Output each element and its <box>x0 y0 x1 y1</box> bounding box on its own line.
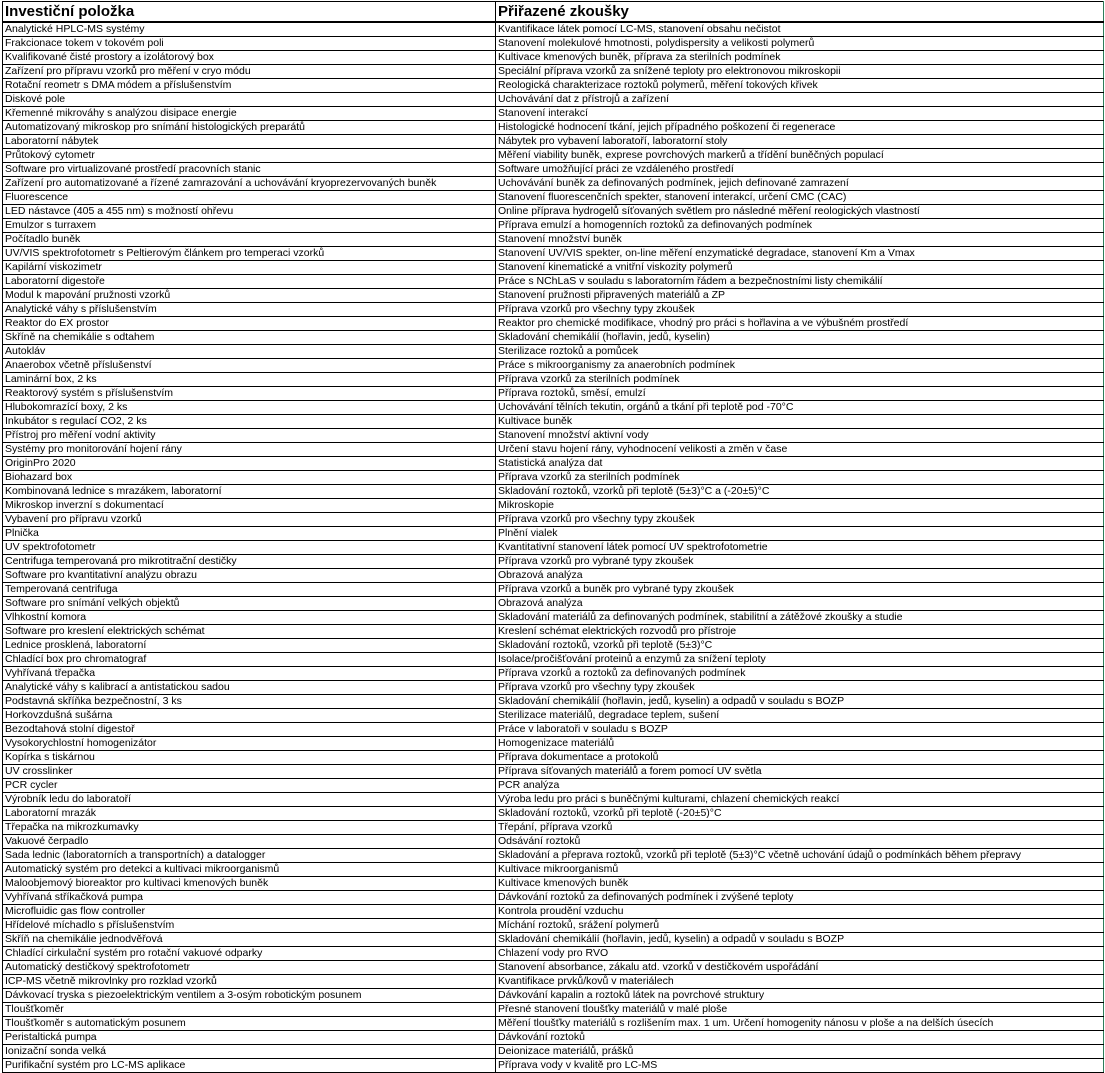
table-row <box>3 583 1104 597</box>
table-row <box>3 989 1104 1003</box>
cell-investment-item[interactable]: Hřídelové míchadlo s příslušenstvím <box>3 919 496 933</box>
cell-investment-item[interactable]: Sada lednic (laboratorních a transportních) a datalogger <box>3 849 496 863</box>
table-row <box>3 695 1104 709</box>
table-row <box>3 723 1104 737</box>
cell-assigned-tests[interactable]: Chlazení vody pro RVO <box>496 947 1104 961</box>
cell-investment-item[interactable]: Výrobník ledu do laboratoří <box>3 793 496 807</box>
table-row <box>3 22 1104 37</box>
cell-assigned-tests[interactable]: Stanovení množství aktivní vody <box>496 429 1104 443</box>
cell-assigned-tests[interactable]: Skladování chemikálií (hořlavin, jedů, kyselin) a odpadů v souladu s BOZP <box>496 933 1104 947</box>
cell-assigned-tests[interactable]: Měření tloušťky materiálů s rozlišením max. 1 um. Určení homogenity nánosu v ploše a na delších úsecích <box>496 1017 1104 1031</box>
cell-investment-item[interactable]: Systémy pro monitorování hojení rány <box>3 443 496 457</box>
cell-assigned-tests[interactable]: Sterilizace roztoků a pomůcek <box>496 345 1104 359</box>
cell-investment-item[interactable]: Autokláv <box>3 345 496 359</box>
table-row <box>3 1031 1104 1045</box>
table-row <box>3 681 1104 695</box>
table-row <box>3 93 1104 107</box>
table-row <box>3 541 1104 555</box>
cell-investment-item[interactable]: OriginPro 2020 <box>3 457 496 471</box>
cell-assigned-tests[interactable]: Příprava vzorků pro všechny typy zkoušek <box>496 513 1104 527</box>
cell-investment-item[interactable]: Vybavení pro přípravu vzorků <box>3 513 496 527</box>
cell-assigned-tests[interactable]: Příprava roztoků, směsí, emulzí <box>496 387 1104 401</box>
cell-assigned-tests[interactable]: Software umožňující práci ze vzdáleného prostředí <box>496 163 1104 177</box>
cell-investment-item[interactable]: ICP-MS včetně mikrovlnky pro rozklad vzorků <box>3 975 496 989</box>
cell-investment-item[interactable]: Počítadlo buněk <box>3 233 496 247</box>
table-row <box>3 527 1104 541</box>
table-row <box>3 429 1104 443</box>
cell-investment-item[interactable]: Anaerobox včetně příslušenství <box>3 359 496 373</box>
cell-assigned-tests[interactable]: Dávkování roztoků za definovaných podmínek i zvýšené teploty <box>496 891 1104 905</box>
table-row <box>3 933 1104 947</box>
cell-investment-item[interactable]: Automatický destičkový spektrofotometr <box>3 961 496 975</box>
cell-assigned-tests[interactable]: PCR analýza <box>496 779 1104 793</box>
table-row <box>3 289 1104 303</box>
cell-investment-item[interactable]: Bezodtahová stolní digestoř <box>3 723 496 737</box>
cell-assigned-tests[interactable]: Uchovávání buněk za definovaných podmínek, jejich definované zamrazení <box>496 177 1104 191</box>
cell-assigned-tests[interactable]: Příprava vzorků za sterilních podmínek <box>496 471 1104 485</box>
cell-investment-item[interactable]: UV spektrofotometr <box>3 541 496 555</box>
cell-assigned-tests[interactable]: Stanovení absorbance, zákalu atd. vzorků v destičkovém uspořádání <box>496 961 1104 975</box>
table-row <box>3 51 1104 65</box>
cell-investment-item[interactable]: Vakuové čerpadlo <box>3 835 496 849</box>
cell-investment-item[interactable]: Biohazard box <box>3 471 496 485</box>
cell-investment-item[interactable]: PCR cycler <box>3 779 496 793</box>
cell-investment-item[interactable]: Skříně na chemikálie s odtahem <box>3 331 496 345</box>
table-row <box>3 443 1104 457</box>
cell-assigned-tests[interactable]: Obrazová analýza <box>496 569 1104 583</box>
cell-assigned-tests[interactable]: Práce s NChLaS v souladu s laboratorním řádem a bezpečnostními listy chemikálií <box>496 275 1104 289</box>
table-row <box>3 919 1104 933</box>
cell-assigned-tests[interactable]: Skladování roztoků, vzorků při teplotě (5±3)°C a (-20±5)°C <box>496 485 1104 499</box>
cell-investment-item[interactable]: Laboratorní digestoře <box>3 275 496 289</box>
cell-investment-item[interactable]: Křemenné mikrováhy s analýzou disipace energie <box>3 107 496 121</box>
cell-investment-item[interactable]: Centrifuga temperovaná pro mikrotitrační destičky <box>3 555 496 569</box>
header-investment-item[interactable]: Investiční položka <box>3 2 496 23</box>
cell-investment-item[interactable]: Ionizační sonda velká <box>3 1045 496 1059</box>
equipment-table <box>2 1 1104 1073</box>
cell-investment-item[interactable]: Reaktorový systém s příslušenstvím <box>3 387 496 401</box>
table-row <box>3 359 1104 373</box>
cell-assigned-tests[interactable]: Kontrola proudění vzduchu <box>496 905 1104 919</box>
table-row <box>3 65 1104 79</box>
cell-assigned-tests[interactable]: Třepání, příprava vzorků <box>496 821 1104 835</box>
cell-investment-item[interactable]: Třepačka na mikrozkumavky <box>3 821 496 835</box>
table-row <box>3 247 1104 261</box>
table-row <box>3 1059 1104 1073</box>
table-row <box>3 373 1104 387</box>
cell-assigned-tests[interactable]: Příprava vzorků za sterilních podmínek <box>496 373 1104 387</box>
cell-investment-item[interactable]: Reaktor do EX prostor <box>3 317 496 331</box>
cell-investment-item[interactable]: Hlubokomrazící boxy, 2 ks <box>3 401 496 415</box>
cell-investment-item[interactable]: Kapilární viskozimetr <box>3 261 496 275</box>
header-assigned-tests[interactable]: Přiřazené zkoušky <box>496 2 1104 23</box>
table-row <box>3 891 1104 905</box>
table-row <box>3 765 1104 779</box>
cell-assigned-tests[interactable]: Speciální příprava vzorků za snížené teploty pro elektronovou mikroskopii <box>496 65 1104 79</box>
cell-investment-item[interactable]: Plnička <box>3 527 496 541</box>
table-row <box>3 751 1104 765</box>
table-row <box>3 835 1104 849</box>
cell-assigned-tests[interactable]: Deionizace materiálů, prášků <box>496 1045 1104 1059</box>
cell-investment-item[interactable]: Emulzor s turraxem <box>3 219 496 233</box>
cell-assigned-tests[interactable]: Reologická charakterizace roztoků polymerů, měření tokových křivek <box>496 79 1104 93</box>
cell-assigned-tests[interactable]: Kultivace kmenových buněk <box>496 877 1104 891</box>
table-row <box>3 401 1104 415</box>
cell-investment-item[interactable]: Maloobjemový bioreaktor pro kultivaci kmenových buněk <box>3 877 496 891</box>
cell-investment-item[interactable]: Přístroj pro měření vodní aktivity <box>3 429 496 443</box>
cell-assigned-tests[interactable]: Práce s mikroorganismy za anaerobních podmínek <box>496 359 1104 373</box>
cell-assigned-tests[interactable]: Nábytek pro vybavení laboratoří, laboratorní stoly <box>496 135 1104 149</box>
cell-assigned-tests[interactable]: Stanovení molekulové hmotnosti, polydispersity a velikosti polymerů <box>496 37 1104 51</box>
cell-investment-item[interactable]: Fluorescence <box>3 191 496 205</box>
cell-investment-item[interactable]: Rotační reometr s DMA módem a příslušenstvím <box>3 79 496 93</box>
cell-investment-item[interactable]: Vlhkostní komora <box>3 611 496 625</box>
table-row <box>3 485 1104 499</box>
cell-assigned-tests[interactable]: Uchovávání tělních tekutin, orgánů a tkání při teplotě pod -70°C <box>496 401 1104 415</box>
table-row <box>3 625 1104 639</box>
table-row <box>3 905 1104 919</box>
cell-assigned-tests[interactable]: Kvantifikace prvků/kovů v materiálech <box>496 975 1104 989</box>
cell-assigned-tests[interactable]: Příprava vody v kvalitě pro LC-MS <box>496 1059 1104 1073</box>
header-row <box>3 2 1104 23</box>
cell-investment-item[interactable]: Tloušťkoměr s automatickým posunem <box>3 1017 496 1031</box>
table-row <box>3 863 1104 877</box>
cell-assigned-tests[interactable]: Skladování roztoků, vzorků při teplotě (5±3)°C <box>496 639 1104 653</box>
cell-assigned-tests[interactable]: Odsávání roztoků <box>496 835 1104 849</box>
table-row <box>3 807 1104 821</box>
cell-assigned-tests[interactable]: Výroba ledu pro práci s buněčnými kulturami, chlazení chemických reakcí <box>496 793 1104 807</box>
cell-assigned-tests[interactable]: Histologické hodnocení tkání, jejich případného poškození či regenerace <box>496 121 1104 135</box>
cell-assigned-tests[interactable]: Online příprava hydrogelů síťovaných světlem pro následné měření reologických vlastností <box>496 205 1104 219</box>
cell-assigned-tests[interactable]: Stanovení interakcí <box>496 107 1104 121</box>
cell-assigned-tests[interactable]: Příprava síťovaných materiálů a forem pomocí UV světla <box>496 765 1104 779</box>
cell-investment-item[interactable]: Inkubátor s regulací CO2, 2 ks <box>3 415 496 429</box>
cell-assigned-tests[interactable]: Příprava vzorků pro všechny typy zkoušek <box>496 303 1104 317</box>
cell-assigned-tests[interactable]: Kultivace mikroorganismů <box>496 863 1104 877</box>
cell-assigned-tests[interactable]: Skladování chemikálií (hořlavin, jedů, kyselin) <box>496 331 1104 345</box>
cell-investment-item[interactable]: Chladící box pro chromatograf <box>3 653 496 667</box>
cell-investment-item[interactable]: Dávkovací tryska s piezoelektrickým ventilem a 3-osým robotickým posunem <box>3 989 496 1003</box>
cell-assigned-tests[interactable]: Kreslení schémat elektrických rozvodů pro přístroje <box>496 625 1104 639</box>
cell-assigned-tests[interactable]: Stanovení UV/VIS spekter, on-line měření enzymatické degradace, stanovení Km a Vmax <box>496 247 1104 261</box>
table-row <box>3 961 1104 975</box>
cell-investment-item[interactable]: Analytické HPLC-MS systémy <box>3 22 496 37</box>
table-row <box>3 261 1104 275</box>
table-row <box>3 821 1104 835</box>
cell-assigned-tests[interactable]: Mikroskopie <box>496 499 1104 513</box>
table-row <box>3 177 1104 191</box>
cell-assigned-tests[interactable]: Měření viability buněk, exprese povrchových markerů a třídění buněčných populací <box>496 149 1104 163</box>
cell-investment-item[interactable]: Vysokorychlostní homogenizátor <box>3 737 496 751</box>
table-row <box>3 975 1104 989</box>
table-row <box>3 219 1104 233</box>
table-row <box>3 611 1104 625</box>
cell-investment-item[interactable]: Frakcionace tokem v tokovém poli <box>3 37 496 51</box>
cell-investment-item[interactable]: Modul k mapování pružnosti vzorků <box>3 289 496 303</box>
cell-investment-item[interactable]: LED nástavce (405 a 455 nm) s možností ohřevu <box>3 205 496 219</box>
table-row <box>3 779 1104 793</box>
table-row <box>3 345 1104 359</box>
table-row <box>3 737 1104 751</box>
cell-investment-item[interactable]: Mikroskop inverzní s dokumentací <box>3 499 496 513</box>
cell-investment-item[interactable]: Průtokový cytometr <box>3 149 496 163</box>
cell-assigned-tests[interactable]: Homogenizace materiálů <box>496 737 1104 751</box>
cell-assigned-tests[interactable]: Obrazová analýza <box>496 597 1104 611</box>
table-row <box>3 191 1104 205</box>
cell-investment-item[interactable]: Zařízení pro přípravu vzorků pro měření v cryo módu <box>3 65 496 79</box>
table-row <box>3 849 1104 863</box>
cell-investment-item[interactable]: Podstavná skříňka bezpečnostní, 3 ks <box>3 695 496 709</box>
cell-assigned-tests[interactable]: Skladování chemikálií (hořlavin, jedů, kyselin) a odpadů v souladu s BOZP <box>496 695 1104 709</box>
cell-assigned-tests[interactable]: Isolace/pročišťování proteinů a enzymů za snížení teploty <box>496 653 1104 667</box>
table-row <box>3 597 1104 611</box>
cell-assigned-tests[interactable]: Stanovení množství buněk <box>496 233 1104 247</box>
table-row <box>3 709 1104 723</box>
table-row <box>3 555 1104 569</box>
cell-assigned-tests[interactable]: Uchovávání dat z přístrojů a zařízení <box>496 93 1104 107</box>
cell-investment-item[interactable]: Vyhřívaná třepačka <box>3 667 496 681</box>
table-row <box>3 793 1104 807</box>
cell-assigned-tests[interactable]: Příprava emulzí a homogenních roztoků za definovaných podmínek <box>496 219 1104 233</box>
cell-assigned-tests[interactable]: Skladování roztoků, vzorků při teplotě (-20±5)°C <box>496 807 1104 821</box>
cell-investment-item[interactable]: Laboratorní mrazák <box>3 807 496 821</box>
cell-investment-item[interactable]: Diskové pole <box>3 93 496 107</box>
cell-assigned-tests[interactable]: Příprava vzorků a buněk pro vybrané typy zkoušek <box>496 583 1104 597</box>
cell-assigned-tests[interactable]: Statistická analýza dat <box>496 457 1104 471</box>
cell-investment-item[interactable]: Analytické váhy s příslušenstvím <box>3 303 496 317</box>
cell-investment-item[interactable]: Temperovaná centrifuga <box>3 583 496 597</box>
cell-assigned-tests[interactable]: Kultivace buněk <box>496 415 1104 429</box>
cell-investment-item[interactable]: Software pro virtualizované prostředí pracovních stanic <box>3 163 496 177</box>
table-row <box>3 275 1104 289</box>
cell-investment-item[interactable]: Automatizovaný mikroskop pro snímání histologických preparátů <box>3 121 496 135</box>
table-row <box>3 513 1104 527</box>
cell-investment-item[interactable]: Peristaltická pumpa <box>3 1031 496 1045</box>
cell-investment-item[interactable]: Laminární box, 2 ks <box>3 373 496 387</box>
table-row <box>3 233 1104 247</box>
cell-assigned-tests[interactable]: Určení stavu hojení rány, vyhodnocení velikosti a změn v čase <box>496 443 1104 457</box>
cell-investment-item[interactable]: Kvalifikované čisté prostory a izolátorový box <box>3 51 496 65</box>
table-row <box>3 569 1104 583</box>
cell-assigned-tests[interactable]: Příprava vzorků pro vybrané typy zkoušek <box>496 555 1104 569</box>
cell-investment-item[interactable]: Software pro kreslení elektrických schémat <box>3 625 496 639</box>
table-row <box>3 303 1104 317</box>
table-row <box>3 947 1104 961</box>
cell-investment-item[interactable]: Kombinovaná lednice s mrazákem, laboratorní <box>3 485 496 499</box>
table-row <box>3 471 1104 485</box>
cell-investment-item[interactable]: Software pro kvantitativní analýzu obrazu <box>3 569 496 583</box>
cell-assigned-tests[interactable]: Příprava vzorků pro všechny typy zkoušek <box>496 681 1104 695</box>
table-row <box>3 135 1104 149</box>
table-row <box>3 387 1104 401</box>
cell-investment-item[interactable]: Vyhřívaná stříkačková pumpa <box>3 891 496 905</box>
cell-assigned-tests[interactable]: Dávkování kapalin a roztoků látek na povrchové struktury <box>496 989 1104 1003</box>
cell-investment-item[interactable]: UV crosslinker <box>3 765 496 779</box>
cell-assigned-tests[interactable]: Sterilizace materiálů, degradace teplem, sušení <box>496 709 1104 723</box>
table-row <box>3 667 1104 681</box>
cell-investment-item[interactable]: Automatický systém pro detekci a kultivaci mikroorganismů <box>3 863 496 877</box>
cell-assigned-tests[interactable]: Dávkování roztoků <box>496 1031 1104 1045</box>
cell-investment-item[interactable]: Software pro snímání velkých objektů <box>3 597 496 611</box>
cell-investment-item[interactable]: Microfluidic gas flow controller <box>3 905 496 919</box>
table-row <box>3 1017 1104 1031</box>
cell-assigned-tests[interactable]: Skladování materiálů za definovaných podmínek, stabilitní a zátěžové zkoušky a studie <box>496 611 1104 625</box>
cell-assigned-tests[interactable]: Příprava vzorků a roztoků za definovaných podmínek <box>496 667 1104 681</box>
cell-assigned-tests[interactable]: Kultivace kmenových buněk, příprava za sterilních podmínek <box>496 51 1104 65</box>
cell-investment-item[interactable]: Zařízení pro automatizované a řízené zamrazování a uchovávání kryoprezervovaných buněk <box>3 177 496 191</box>
cell-investment-item[interactable]: Purifikační systém pro LC-MS aplikace <box>3 1059 496 1073</box>
table-row <box>3 107 1104 121</box>
table-row <box>3 639 1104 653</box>
table-row <box>3 1045 1104 1059</box>
cell-assigned-tests[interactable]: Kvantifikace látek pomocí LC-MS, stanovení obsahu nečistot <box>496 22 1104 37</box>
cell-assigned-tests[interactable]: Kvantitativní stanovení látek pomocí UV spektrofotometrie <box>496 541 1104 555</box>
cell-investment-item[interactable]: UV/VIS spektrofotometr s Peltierovým článkem pro temperaci vzorků <box>3 247 496 261</box>
table-row <box>3 457 1104 471</box>
cell-investment-item[interactable]: Lednice prosklená, laboratorní <box>3 639 496 653</box>
cell-assigned-tests[interactable]: Reaktor pro chemické modifikace, vhodný pro práci s hořlavina a ve výbušném prostředí <box>496 317 1104 331</box>
cell-investment-item[interactable]: Horkovzdušná sušárna <box>3 709 496 723</box>
table-row <box>3 877 1104 891</box>
cell-investment-item[interactable]: Skříň na chemikálie jednodvěřová <box>3 933 496 947</box>
table-row <box>3 37 1104 51</box>
cell-assigned-tests[interactable]: Skladování a přeprava roztoků, vzorků při teplotě (5±3)°C včetně uchování údajů o podmínkách během přepravy <box>496 849 1104 863</box>
table-row <box>3 205 1104 219</box>
cell-assigned-tests[interactable]: Práce v laboratoři v souladu s BOZP <box>496 723 1104 737</box>
table-row <box>3 415 1104 429</box>
cell-assigned-tests[interactable]: Stanovení fluorescenčních spekter, stanovení interakcí, určení CMC (CAC) <box>496 191 1104 205</box>
table-row <box>3 163 1104 177</box>
cell-assigned-tests[interactable]: Příprava dokumentace a protokolů <box>496 751 1104 765</box>
table-row <box>3 79 1104 93</box>
table-row <box>3 1003 1104 1017</box>
table-row <box>3 121 1104 135</box>
cell-assigned-tests[interactable]: Stanovení pružnosti připravených materiálů a ZP <box>496 289 1104 303</box>
table-row <box>3 149 1104 163</box>
table-row <box>3 499 1104 513</box>
table-row <box>3 331 1104 345</box>
cell-investment-item[interactable]: Kopírka s tiskárnou <box>3 751 496 765</box>
cell-assigned-tests[interactable]: Míchání roztoků, srážení polymerů <box>496 919 1104 933</box>
cell-assigned-tests[interactable]: Plnění vialek <box>496 527 1104 541</box>
cell-investment-item[interactable]: Laboratorní nábytek <box>3 135 496 149</box>
cell-investment-item[interactable]: Tloušťkoměr <box>3 1003 496 1017</box>
cell-assigned-tests[interactable]: Stanovení kinematické a vnitřní viskozity polymerů <box>496 261 1104 275</box>
table-row <box>3 653 1104 667</box>
cell-investment-item[interactable]: Analytické váhy s kalibrací a antistatickou sadou <box>3 681 496 695</box>
cell-assigned-tests[interactable]: Přesné stanovení tloušťky materiálů v malé ploše <box>496 1003 1104 1017</box>
cell-investment-item[interactable]: Chladící cirkulační systém pro rotační vakuové odparky <box>3 947 496 961</box>
table-row <box>3 317 1104 331</box>
